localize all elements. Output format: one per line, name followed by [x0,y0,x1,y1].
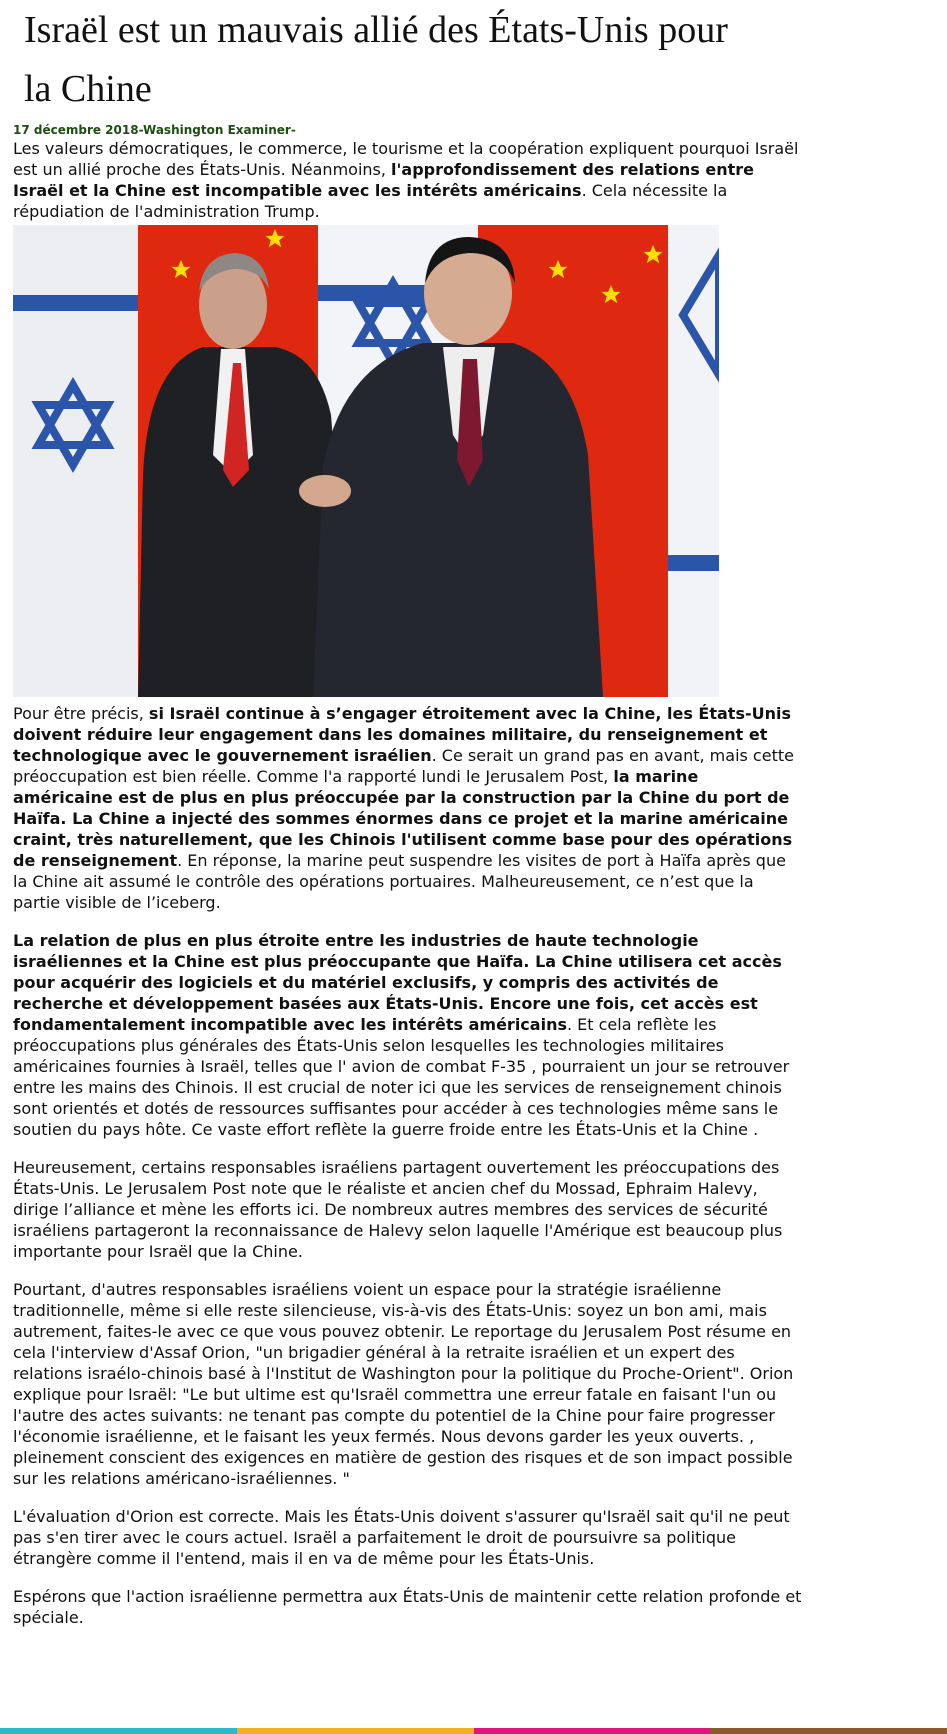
israel-flag-left [13,225,138,697]
paragraph-5: Pourtant, d'autres responsables israéliens voient un espace pour la stratégie israélienne traditionnelle, même si elle reste silencieuse, vis-à-vis des États-Unis: soyez un bon ami, mais autrement, faites-le avec ce que vous pouvez obtenir. Le reportage du Jerusalem Post résume en cela l'interview d'Assaf Orion, "un brigadier général à la retraite israélien et un expert des relations israélo-chinois basé à l'Institut de Washington pour la politique du Proche-Orient". Orion explique pour Israël: "Le but ultime est qu'Israël commettra une erreur fatale en faisant l'un ou l'autre des actes suivants: ne tenant pas compte du potentiel de la Chine pour faire progresser l'économie israélienne, et le faisant les yeux fermés. Nous devons garder les yeux ouverts. , pleinement conscient des exigences en matière de gestion des risques et de son impact possible sur les relations américano-israéliennes. " [13,1280,794,1488]
bold-text: La relation de plus en plus étroite entre les industries de haute technologie israéliennes et la Chine est plus préoccupante que Haïfa. La Chine utilisera cet accès pour acquérir des logiciels et du matériel exclusifs, y compris des activités de recherche et développement basées aux États-Unis. Encore une fois, cet accès est fondamentalement incompatible avec les intérêts américains [13,931,782,1034]
paragraph-4: Heureusement, certains responsables israéliens partagent ouvertement les préoccupations des États-Unis. Le Jerusalem Post note que le réaliste et ancien chef du Mossad, Ephraim Halevy, dirige l’alliance et mène les efforts ici. De nombreux autres membres des services de sécurité israéliens partageront la reconnaissance de Halevy selon laquelle l'Amérique est beaucoup plus importante pour Israël que la Chine. [13,1158,783,1261]
bar-segment-2 [237,1728,474,1734]
text-run: . Et cela reflète les préoccupations plus générales des États-Unis selon lesquelles les technologies militaires américaines fournies à Israël, telles que l' avion de combat F-35 , pourraient un jour se retrouver entre les mains des Chinois. Il est crucial de noter ici que les services de renseignement chinois sont orientés et dotés de ressources suffisantes pour accéder à ces technologies même sans le soutien du pays hôte. Ce vaste effort reflète la guerre froide entre les États-Unis et la Chine . [13,1015,790,1139]
israel-flag-right [668,225,719,697]
title-line-1: Israël est un mauvais allié des États-Unis pour [24,9,728,51]
article-photo [13,225,719,697]
paragraph-6: L'évaluation d'Orion est correcte. Mais les États-Unis doivent s'assurer qu'Israël sait qu'il ne peut pas s'en tirer avec le cours actuel. Israël a parfaitement le droit de poursuivre sa politique étrangère comme il l'entend, mais il en va de même pour les États-Unis. [13,1507,790,1568]
text-run: . Ce serait un grand pas en avant, mais cette préoccupation est bien réelle. Comme l'a rapporté lundi le Jerusalem Post, [13,746,794,786]
article-title [13,0,803,119]
paragraph-2 [13,703,803,913]
bar-segment-4 [710,1728,947,1734]
bold-text: l'approfondissement des relations entre Israël et la Chine est incompatible avec les intérêts américains [13,160,754,200]
article [13,0,803,1628]
text-run: . En réponse, la marine peut suspendre les visites de port à Haïfa après que la Chine ait assumé le contrôle des opérations portuaires. Malheureusement, ce n’est que la partie visible de l’iceberg. [13,851,786,912]
text-run: Les valeurs démocratiques, le commerce, le tourisme et la coopération expliquent pourquoi Israël est un allié proche des États-Unis. Néanmoins, [13,139,799,179]
bar-segment-3 [474,1728,711,1734]
bottom-color-bar [0,1728,947,1734]
text-run: . Cela nécessite la répudiation de l'administration Trump. [13,181,728,221]
bar-segment-1 [0,1728,237,1734]
paragraph-7: Espérons que l'action israélienne permettra aux États-Unis de maintenir cette relation profonde et spéciale. [13,1587,802,1627]
paragraph-3 [13,930,803,1140]
bold-text: la marine américaine est de plus en plus préoccupée par la construction par la Chine du port de Haïfa. La Chine a injecté des sommes énormes dans ce projet et la marine américaine craint, très naturellement, que les Chinois l'utilisent comme base pour des opérations de renseignement [13,767,793,870]
bold-text: si Israël continue à s’engager étroitement avec la Chine, les États-Unis doivent réduire leur engagement dans les domaines militaire, du renseignement et technologique avec le gouvernement israélien [13,704,791,765]
title-line-2: la Chine [24,68,152,110]
text-run: Pour être précis, [13,704,149,723]
handshake [299,475,351,507]
byline: 17 décembre 2018-Washington Examiner- [13,123,296,137]
photo-illustration [13,225,719,697]
paragraph-1 [13,138,803,222]
